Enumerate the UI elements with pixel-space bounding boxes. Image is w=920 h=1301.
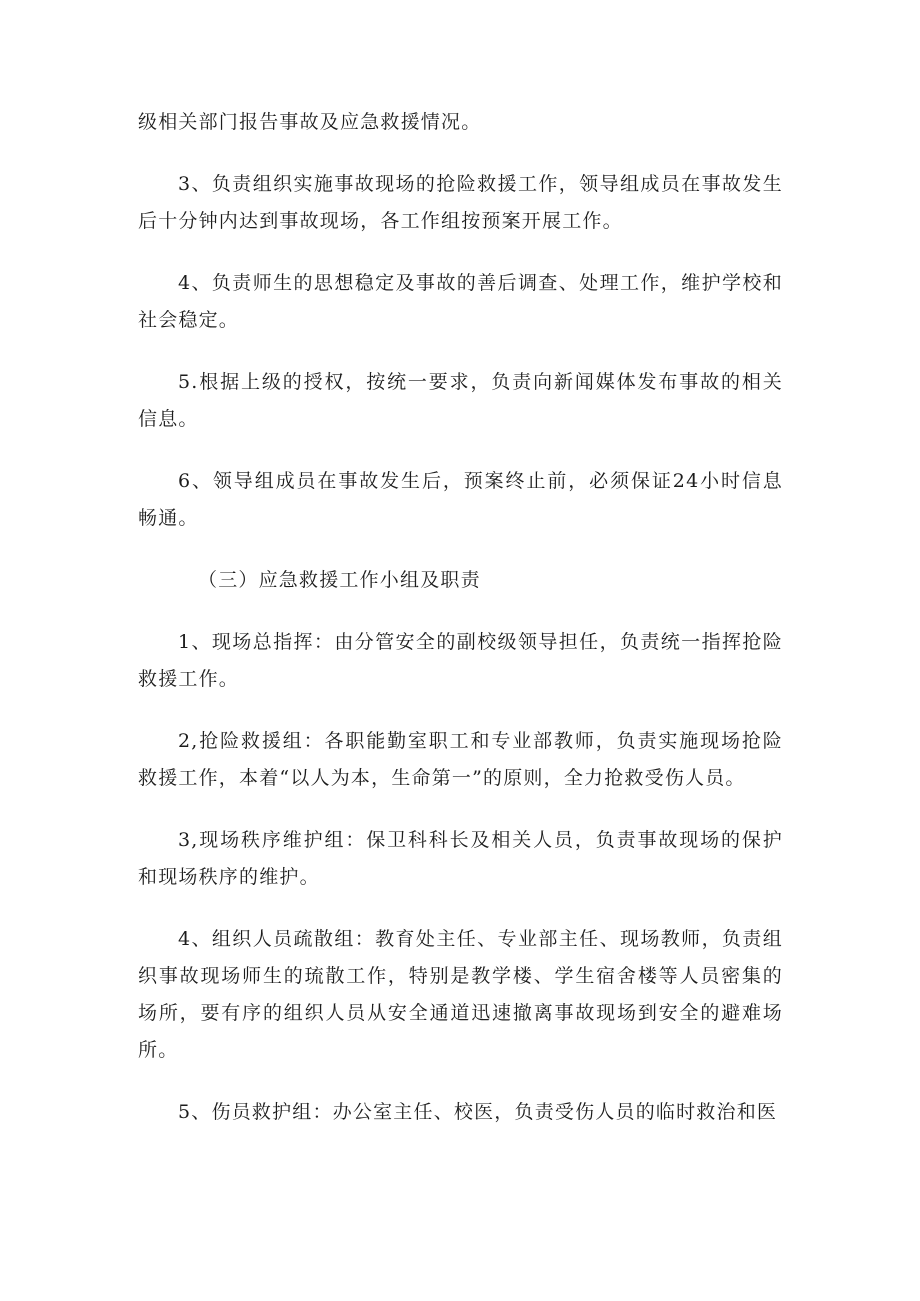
paragraph-continuation: 级相关部门报告事故及应急救援情况。: [138, 111, 482, 133]
paragraph-item-6: 6、领导组成员在事故发生后，预案终止前，必须保证24小时信息畅通。: [138, 470, 783, 529]
paragraph-commander: 1、现场总指挥：由分管安全的副校级领导担任，负责统一指挥抢险救援工作。: [138, 631, 783, 690]
paragraph-evacuation-team: 4、组织人员疏散组：教育处主任、专业部主任、现场教师，负责组织事故现场师生的琉散工作，特别是教学楼、学生宿舍楼等人员密集的场所，要有序的组织人员从安全通道迅速撤离事故现场到安全的避难场所。: [138, 928, 783, 1061]
paragraph-rescue-team: 2,抢险救援组：各职能勤室职工和专业部教师，负责实施现场抢险救援工作，本着“以人为本，生命第一”的原则，全力抢救受伤人员。: [138, 730, 783, 789]
paragraph-order-team: 3,现场秩序维护组：保卫科科长及相关人员，负责事故现场的保护和现场秩序的维护。: [138, 829, 783, 888]
paragraph-item-3: 3、负责组织实施事故现场的抢险救援工作，领导组成员在事故发生后十分钟内达到事故现场，各工作组按预案开展工作。: [138, 173, 783, 232]
paragraph-medical-team: 5、伤员救护组：办公室主任、校医，负责受伤人员的临时救治和医: [178, 1101, 778, 1123]
paragraph-item-4: 4、负责师生的思想稳定及事故的善后调查、处理工作，维护学校和社会稳定。: [138, 272, 783, 331]
document-body: [138, 104, 783, 1156]
paragraph-item-5: 5.根据上级的授权，按统一要求，负责向新闻媒体发布事故的相关信息。: [138, 371, 783, 430]
section-heading: （三）应急救援工作小组及职责: [198, 569, 481, 591]
